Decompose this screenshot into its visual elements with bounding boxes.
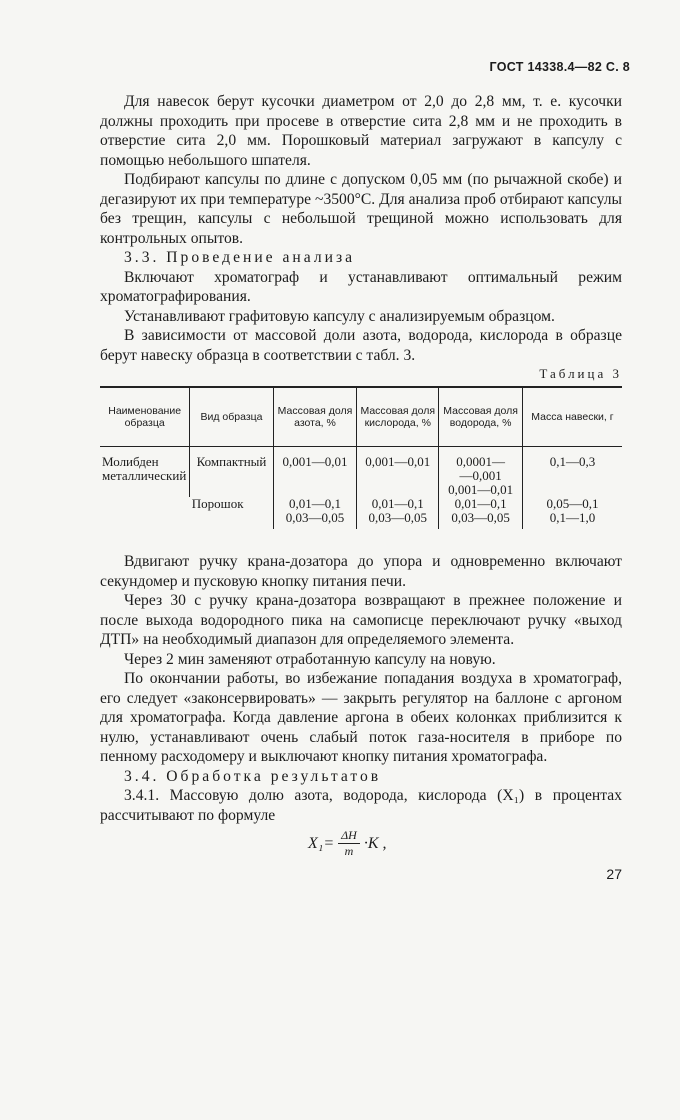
table-cell: 0,0001— —0,001 0,001—0,01 [439,447,523,498]
table-cell-sample: Молибден металлический [102,454,187,483]
column-header: Массовая доля водорода, % [439,387,523,447]
table-caption: Таблица 3 [539,366,622,381]
formula-rhs: ·K , [363,834,387,852]
table-row [100,447,622,498]
formula-denominator: m [344,844,354,858]
paragraph: Включают хроматограф и устанавливают оптимальный режим хроматографирования. [100,268,622,305]
table-cell: 0,01—0,1 0,03—0,05 [357,497,439,529]
formula-fraction [338,828,360,859]
paragraph: Через 30 с ручку крана-дозатора возвращают в прежнее положение и после выхода водородного пика на самописце переключают ручку «выход ДТП» на необходимый диапазон для определяемого элемента. [100,592,622,648]
data-table [100,386,622,529]
paragraph: В зависимости от массовой доли азота, водорода, кислорода в образце берут навеску образца в соответствии с табл. 3. [100,327,622,364]
paragraph: Подбирают капсулы по длине с допуском 0,05 мм (по рычажной скобе) и дегазируют их при температуре ~3500°C. Для анализа проб отбирают капсулы без трещин, капсулы с небольшой трещиной можно использовать для контрольных опытов. [100,171,622,247]
text-block-bottom [100,552,622,825]
table-cell: 0,001—0,01 [273,447,356,498]
paragraph: Через 2 мин заменяют отработанную капсулу на новую. [124,650,496,668]
paragraph: Устанавливают графитовую капсулу с анализируемым образцом. [124,307,555,325]
table-header-row [100,387,622,447]
document-header: ГОСТ 14338.4—82 С. 8 [489,60,630,74]
paragraph: 3.4.1. Массовую долю азота, водорода, кислорода (X₁) в процентах рассчитывают по формуле [100,787,622,824]
column-header: Вид образца [190,387,273,447]
table-cell: 0,1—0,3 [522,447,622,498]
paragraph: Для навесок берут кусочки диаметром от 2,0 до 2,8 мм, т. е. кусочки должны проходить при просеве в отверстие сита 2,8 мм и не проходить в отверстие сита 2,0 мм. Порошковый материал загружают в капсулу с помощью небольшого шпателя. [100,93,622,169]
table-cell: 0,05—0,1 0,1—1,0 [522,497,622,529]
table-cell: Компактный [190,447,273,498]
column-header: Массовая доля кислорода, % [357,387,439,447]
table-cell: 0,001—0,01 [357,447,439,498]
page-number: 27 [606,866,622,882]
formula-lhs: X₁= [308,834,335,852]
table-cell: Порошок [191,496,244,511]
section-heading-3-3: 3.3. Проведение анализа [124,249,356,266]
column-header: Масса навески, г [522,387,622,447]
table-cell: 0,01—0,1 0,03—0,05 [273,497,356,529]
text-block-top [100,92,622,365]
column-header: Наименование образца [100,387,190,447]
formula [308,828,387,859]
table-cell: 0,01—0,1 0,03—0,05 [439,497,523,529]
formula-numerator: ΔH [338,828,360,844]
paragraph: Вдвигают ручку крана-дозатора до упора и одновременно включают секундомер и пусковую кнопку питания печи. [100,553,622,590]
section-heading-3-4: 3.4. Обработка результатов [124,767,382,785]
column-header: Массовая доля азота, % [273,387,356,447]
paragraph: По окончании работы, во избежание попадания воздуха в хроматограф, его следует «законсервировать» — закрыть регулятор на баллоне с аргоном для хроматографа. Когда давление аргона в обеих колонках приблизится к нулю, устанавливают очень слабый поток газа-носителя в приборе по пенному расходомеру и выключают кнопку питания хроматографа. [100,670,622,765]
